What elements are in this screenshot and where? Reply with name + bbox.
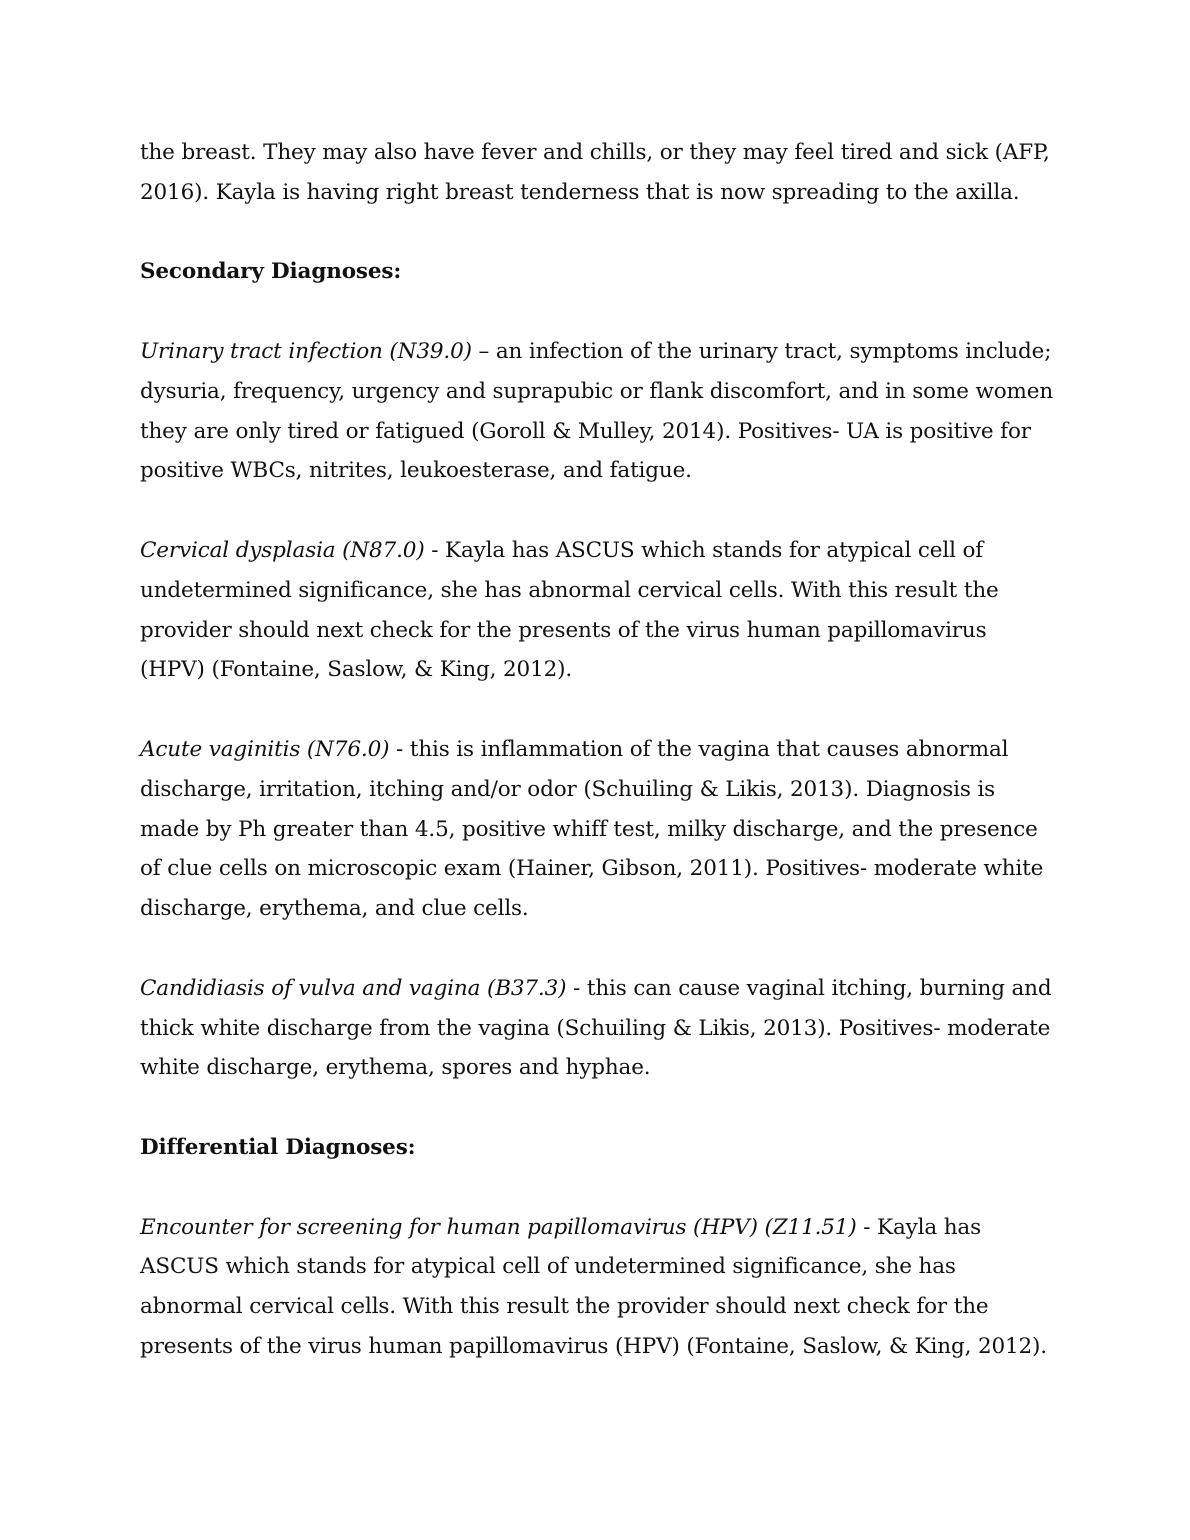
- diagnosis-term: Cervical dysplasia (N87.0): [140, 537, 425, 563]
- document-page: [140, 133, 1055, 1407]
- secondary-diagnoses-heading: Secondary Diagnoses:: [140, 259, 402, 285]
- diagnosis-description: - Kayla has ASCUS which stands for atypical cell of undetermined significance, she has abnormal cervical cells. With this result the provider should next check for the presents of the virus human papillomavirus (HPV) (Fontaine, Saslow, & King, 2012).: [140, 1214, 1047, 1359]
- diagnosis-description: - this is inflammation of the vagina that causes abnormal discharge, irritation, itching and/or odor (Schuiling & Likis, 2013). Diagnosis is made by Ph greater than 4.5, positive whiff test, milky discharge, and the presence of clue cells on microscopic exam (Hainer, Gibson, 2011). Positives- moderate white discharge, erythema, and clue cells.: [140, 736, 1044, 922]
- diagnosis-term: Acute vaginitis (N76.0): [140, 736, 390, 762]
- diagnosis-paragraph-cervical-dysplasia: [140, 531, 1055, 690]
- diagnosis-paragraph-uti: [140, 332, 1055, 491]
- diagnosis-term: Encounter for screening for human papillomavirus (HPV) (Z11.51): [140, 1214, 857, 1240]
- intro-paragraph: the breast. They may also have fever and chills, or they may feel tired and sick (AFP, 2016). Kayla is having right breast tenderness that is now spreading to the axilla.: [140, 140, 1050, 205]
- differential-diagnoses-heading: Differential Diagnoses:: [140, 1134, 416, 1160]
- diagnosis-description: - Kayla has ASCUS which stands for atypical cell of undetermined significance, she has abnormal cervical cells. With this result the provider should next check for the presents of the virus human papillomavirus (HPV) (Fontaine, Saslow, & King, 2012).: [140, 537, 999, 683]
- diagnosis-description: - this can cause vaginal itching, burning and thick white discharge from the vagina (Schuiling & Likis, 2013). Positives- moderate white discharge, erythema, spores and hyphae.: [140, 975, 1052, 1081]
- diagnosis-term: Urinary tract infection (N39.0): [140, 338, 472, 364]
- diagnosis-paragraph-acute-vaginitis: [140, 730, 1055, 929]
- diagnosis-term: Candidiasis of vulva and vagina (B37.3): [140, 975, 567, 1001]
- diagnosis-description: – an infection of the urinary tract, symptoms include; dysuria, frequency, urgency and suprapubic or flank discomfort, and in some women they are only tired or fatigued (Goroll & Mulley, 2014). Positives- UA is positive for positive WBCs, nitrites, leukoesterase, and fatigue.: [140, 338, 1054, 484]
- diagnosis-paragraph-candidiasis: [140, 969, 1055, 1088]
- diagnosis-paragraph-hpv-screening: [140, 1208, 1055, 1367]
